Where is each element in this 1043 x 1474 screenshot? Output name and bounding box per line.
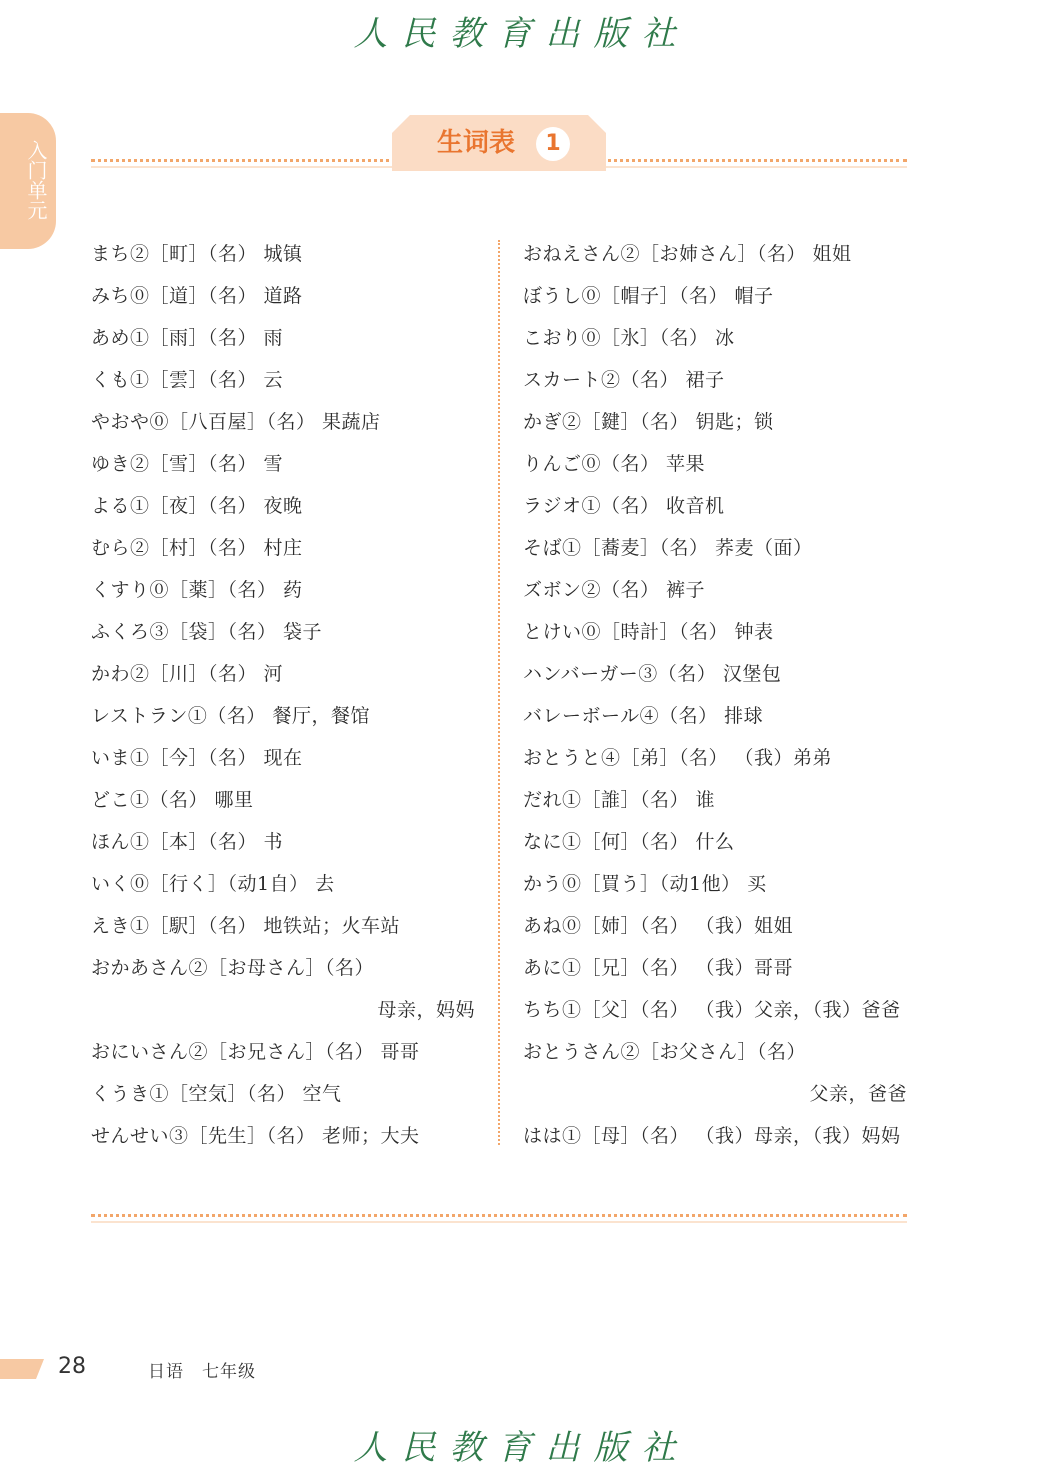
vocab-item: かぎ②［鍵］（名） 钥匙；锁 (523, 411, 774, 433)
vocab-item: みち⓪［道］（名） 道路 (91, 285, 303, 307)
vocab-item: おとうさん②［お父さん］（名） (523, 1041, 807, 1063)
section-number-badge: 1 (536, 127, 570, 161)
vocab-item: ちち①［父］（名） （我）父亲，（我）爸爸 (523, 999, 901, 1021)
vocab-item: かわ②［川］（名） 河 (91, 663, 284, 685)
vocab-item-continuation: 母亲，妈妈 (377, 999, 475, 1021)
footer-accent-bar (0, 1359, 44, 1379)
vocab-item: せんせい③［先生］（名） 老师；大夫 (91, 1125, 420, 1147)
vocab-item: ぼうし⓪［帽子］（名） 帽子 (523, 285, 774, 307)
vocab-item: くうき①［空気］（名） 空气 (91, 1083, 342, 1105)
vocab-item: むら②［村］（名） 村庄 (91, 537, 303, 559)
vocab-item: こおり⓪［氷］（名） 冰 (523, 327, 735, 349)
vocab-item: あね⓪［姉］（名） （我）姐姐 (523, 915, 794, 937)
vocab-item: ほん①［本］（名） 书 (91, 831, 284, 853)
vocab-list-left (91, 236, 475, 1160)
section-title: 生词表 (437, 128, 516, 158)
vocab-list-right (523, 236, 907, 1160)
vocab-item: ハンバーガー③（名） 汉堡包 (523, 663, 782, 685)
vocab-item: りんご⓪（名） 苹果 (523, 453, 706, 475)
vocab-item: だれ①［誰］（名） 谁 (523, 789, 716, 811)
vocab-item: はは①［母］（名） （我）母亲，（我）妈妈 (523, 1125, 901, 1147)
vocab-item: バレーボール④（名） 排球 (523, 705, 764, 727)
vocab-item: そば①［蕎麦］（名） 荞麦（面） (523, 537, 813, 559)
vocab-item: ラジオ①（名） 收音机 (523, 495, 725, 517)
vocab-item: おにいさん②［お兄さん］（名） 哥哥 (91, 1041, 420, 1063)
unit-side-tab-label: 入门单元 (24, 140, 48, 220)
bottom-thin-rule (91, 1221, 907, 1223)
publisher-logo-top: 人民教育出版社 (353, 14, 690, 54)
vocab-item: スカート②（名） 裙子 (523, 369, 725, 391)
column-divider (498, 240, 500, 1145)
vocab-item: おとうと④［弟］（名） （我）弟弟 (523, 747, 833, 769)
vocab-item: くも①［雲］（名） 云 (91, 369, 284, 391)
bottom-dotted-rule (91, 1214, 907, 1217)
vocab-item: いく⓪［行く］（动1自） 去 (91, 873, 335, 895)
vocab-item: くすり⓪［薬］（名） 药 (91, 579, 303, 601)
vocab-item: やおや⓪［八百屋］（名） 果蔬店 (91, 411, 381, 433)
vocab-item: ふくろ③［袋］（名） 袋子 (91, 621, 323, 643)
vocab-item: おねえさん②［お姉さん］（名） 姐姐 (523, 243, 852, 265)
vocab-item-continuation: 父亲，爸爸 (809, 1083, 907, 1105)
vocab-item: かう⓪［買う］（动1他） 买 (523, 873, 767, 895)
vocab-item: あに①［兄］（名） （我）哥哥 (523, 957, 794, 979)
page-number: 28 (58, 1354, 86, 1379)
vocab-item: あめ①［雨］（名） 雨 (91, 327, 284, 349)
vocab-item: おかあさん②［お母さん］（名） (91, 957, 375, 979)
book-title: 日语 七年级 (148, 1362, 256, 1382)
vocab-item: ゆき②［雪］（名） 雪 (91, 453, 284, 475)
vocab-item: どこ①（名） 哪里 (91, 789, 254, 811)
vocab-item: とけい⓪［時計］（名） 钟表 (523, 621, 774, 643)
vocab-item: よる①［夜］（名） 夜晚 (91, 495, 303, 517)
vocab-item: えき①［駅］（名） 地铁站；火车站 (91, 915, 401, 937)
vocab-item: なに①［何］（名） 什么 (523, 831, 735, 853)
vocab-item: まち②［町］（名） 城镇 (91, 243, 303, 265)
vocab-item: レストラン①（名） 餐厅，餐馆 (91, 705, 370, 727)
vocab-item: ズボン②（名） 裤子 (523, 579, 706, 601)
publisher-logo-bottom: 人民教育出版社 (353, 1428, 690, 1468)
vocab-item: いま①［今］（名） 现在 (91, 747, 303, 769)
